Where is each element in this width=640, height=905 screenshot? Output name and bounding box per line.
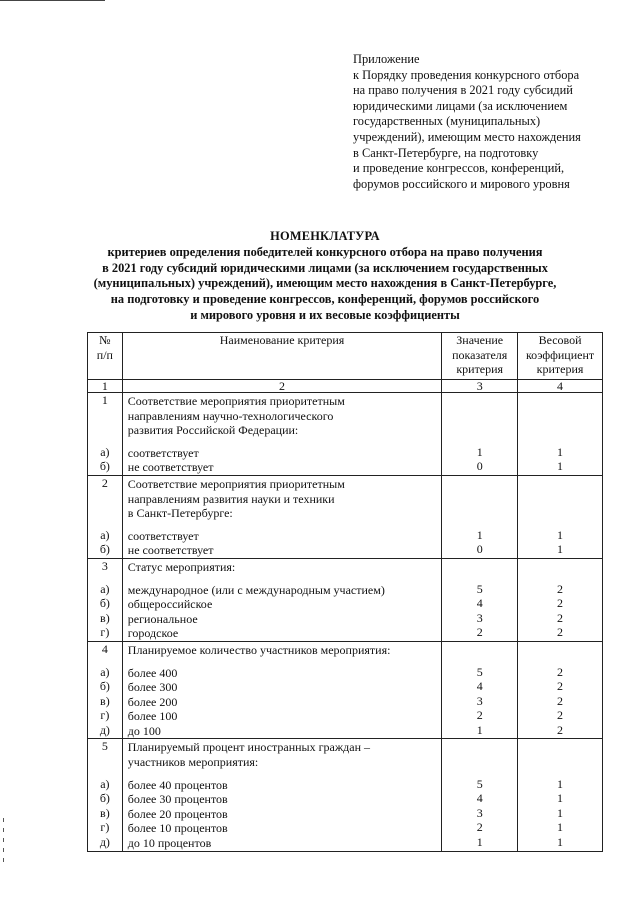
annex-line: на право получения в 2021 году субсидий xyxy=(353,83,573,98)
header-weight xyxy=(518,333,603,380)
item-value: 3 xyxy=(476,610,483,625)
item-text: не соответствует xyxy=(127,460,214,475)
item-weight: 2 xyxy=(557,679,564,694)
item-letter: в) xyxy=(100,693,110,708)
item-letter: б) xyxy=(99,596,110,611)
group-number: 5 xyxy=(101,739,108,754)
item-letter: б) xyxy=(99,459,110,474)
group-title-line: Соответствие мероприятия приоритетным xyxy=(127,394,345,408)
annex-line: Приложение xyxy=(353,52,420,66)
column-number: 2 xyxy=(122,380,442,393)
item-letter: в) xyxy=(100,805,110,820)
group-number-cell xyxy=(88,558,123,641)
item-weight: 2 xyxy=(557,596,564,611)
title-main: НОМЕНКЛАТУРА xyxy=(270,229,380,243)
item-letter: г) xyxy=(100,625,110,640)
item-weight: 1 xyxy=(557,459,564,474)
group-number: 1 xyxy=(101,393,108,407)
item-weight: 2 xyxy=(557,625,564,640)
item-value: 2 xyxy=(476,820,483,835)
item-text: соответствует xyxy=(127,528,199,543)
item-value: 3 xyxy=(476,805,483,820)
item-value: 4 xyxy=(476,596,483,611)
group-title-line: Планируемое количество участников мероприятия: xyxy=(127,642,391,657)
group-title-line: участников мероприятия: xyxy=(127,755,259,770)
column-number: 3 xyxy=(442,380,518,393)
item-weight: 2 xyxy=(557,581,564,596)
header-num-line: п/п xyxy=(96,347,113,362)
group-value-cell xyxy=(442,641,518,739)
item-letter: д) xyxy=(99,835,110,850)
item-value: 4 xyxy=(476,791,483,806)
item-weight: 2 xyxy=(557,664,564,679)
item-weight: 2 xyxy=(557,722,564,737)
item-value: 0 xyxy=(476,459,483,474)
item-letter: г) xyxy=(100,708,110,723)
group-title-line: в Санкт-Петербурге: xyxy=(127,506,233,521)
group-number: 2 xyxy=(101,475,108,490)
item-weight: 2 xyxy=(557,693,564,708)
item-text: более 100 xyxy=(127,709,178,724)
group-title-line: Соответствие мероприятия приоритетным xyxy=(127,476,345,491)
item-value: 5 xyxy=(476,581,483,596)
column-number: 4 xyxy=(518,380,603,393)
item-weight: 1 xyxy=(557,835,564,850)
annex-line: юридическими лицами (за исключением xyxy=(353,98,568,113)
item-text: международное (или с международным участием) xyxy=(127,582,385,597)
group-weight-cell xyxy=(518,558,603,641)
group-number-cell xyxy=(88,393,123,476)
group-weight-cell xyxy=(518,475,603,558)
item-text: более 200 xyxy=(127,694,178,709)
item-weight: 1 xyxy=(557,805,564,820)
group-value-cell xyxy=(442,558,518,641)
group-weight-cell xyxy=(518,393,603,476)
item-text: городское xyxy=(127,626,179,641)
header-num-line: № xyxy=(99,333,111,347)
column-number: 1 xyxy=(88,380,123,393)
group-number-cell xyxy=(88,641,123,739)
item-value: 4 xyxy=(476,679,483,694)
criteria-group-row xyxy=(88,739,603,851)
group-name-cell xyxy=(122,641,442,739)
criteria-group-row xyxy=(88,558,603,641)
title-line: (муниципальных) учреждений), имеющим место нахождения в Санкт-Петербурге, xyxy=(93,276,557,291)
item-letter: а) xyxy=(100,527,110,542)
item-text: более 10 процентов xyxy=(127,821,228,836)
header-value-line: Значение xyxy=(456,333,504,347)
item-letter: а) xyxy=(100,444,110,459)
item-value: 1 xyxy=(476,835,483,850)
annex-header xyxy=(353,52,623,192)
item-letter: а) xyxy=(100,664,110,679)
title-line: в 2021 году субсидий юридическими лицами (за исключением государственных xyxy=(102,260,548,275)
header-name: Наименование критерия xyxy=(122,333,442,380)
item-text: более 400 xyxy=(127,665,178,680)
annex-line: к Порядку проведения конкурсного отбора xyxy=(353,67,580,82)
item-text: региональное xyxy=(127,611,198,626)
group-title-line: развития Российской Федерации: xyxy=(127,423,299,438)
item-value: 1 xyxy=(476,444,483,459)
table-header-row xyxy=(88,333,603,380)
item-text: более 40 процентов xyxy=(127,777,228,792)
item-value: 0 xyxy=(476,542,483,557)
group-title-line: Планируемый процент иностранных граждан – xyxy=(127,740,371,755)
group-title-line: направлениям развития науки и техники xyxy=(127,491,335,506)
item-value: 5 xyxy=(476,776,483,791)
column-number-row xyxy=(88,380,603,393)
group-number: 3 xyxy=(101,558,108,573)
group-weight-cell xyxy=(518,739,603,851)
criteria-body xyxy=(88,393,603,852)
criteria-group-row xyxy=(88,641,603,739)
item-letter: д) xyxy=(99,722,110,737)
annex-line: государственных (муниципальных) xyxy=(353,114,541,129)
annex-line: и проведение конгрессов, конференций, xyxy=(353,161,565,176)
item-text: не соответствует xyxy=(127,543,214,558)
item-weight: 1 xyxy=(557,820,564,835)
item-letter: г) xyxy=(100,820,110,835)
annex-line: форумов российского и мирового уровня xyxy=(353,176,570,191)
item-text: до 100 xyxy=(127,723,161,738)
criteria-table xyxy=(87,332,603,852)
group-value-cell xyxy=(442,739,518,851)
document-title xyxy=(60,229,590,324)
group-name-cell xyxy=(122,558,442,641)
title-line: на подготовку и проведение конгрессов, конференций, форумов российского xyxy=(110,292,540,307)
item-value: 2 xyxy=(476,625,483,640)
criteria-group-row xyxy=(88,475,603,558)
scan-edge-marks xyxy=(3,818,5,878)
item-text: общероссийское xyxy=(127,597,213,612)
group-number-cell xyxy=(88,739,123,851)
item-weight: 1 xyxy=(557,444,564,459)
group-weight-cell xyxy=(518,641,603,739)
item-weight: 2 xyxy=(557,708,564,723)
item-value: 1 xyxy=(476,527,483,542)
group-title-line: направлениям научно-технологического xyxy=(127,408,334,423)
item-letter: б) xyxy=(99,791,110,806)
group-number-cell xyxy=(88,475,123,558)
item-letter: б) xyxy=(99,679,110,694)
group-name-cell xyxy=(122,393,442,476)
scan-edge-line xyxy=(0,0,105,1)
group-number: 4 xyxy=(101,641,108,656)
item-weight: 1 xyxy=(557,527,564,542)
item-value: 5 xyxy=(476,664,483,679)
item-value: 1 xyxy=(476,722,483,737)
item-weight: 2 xyxy=(557,610,564,625)
group-value-cell xyxy=(442,393,518,476)
item-letter: в) xyxy=(100,610,110,625)
item-text: более 30 процентов xyxy=(127,792,228,807)
group-name-cell xyxy=(122,739,442,851)
header-weight-line: критерия xyxy=(536,362,584,377)
item-weight: 1 xyxy=(557,776,564,791)
annex-line: учреждений), имеющим место нахождения xyxy=(353,129,581,144)
item-text: соответствует xyxy=(127,445,199,460)
item-value: 3 xyxy=(476,693,483,708)
item-text: до 10 процентов xyxy=(127,836,212,851)
header-weight-line: коэффициент xyxy=(525,347,595,362)
item-letter: а) xyxy=(100,581,110,596)
group-value-cell xyxy=(442,475,518,558)
header-value-line: показателя xyxy=(452,347,508,362)
annex-line: в Санкт-Петербурге, на подготовку xyxy=(353,145,539,160)
header-weight-line: Весовой xyxy=(538,333,582,347)
item-value: 2 xyxy=(476,708,483,723)
criteria-group-row xyxy=(88,393,603,476)
header-num xyxy=(88,333,123,380)
title-line: и мирового уровня и их весовые коэффициенты xyxy=(190,307,460,322)
group-name-cell xyxy=(122,475,442,558)
header-value-line: критерия xyxy=(456,362,504,377)
group-title-line: Статус мероприятия: xyxy=(127,559,236,574)
item-text: более 300 xyxy=(127,680,178,695)
item-letter: б) xyxy=(99,542,110,557)
title-line: критериев определения победителей конкурсного отбора на право получения xyxy=(107,244,543,259)
item-text: более 20 процентов xyxy=(127,806,228,821)
header-value xyxy=(442,333,518,380)
item-weight: 1 xyxy=(557,542,564,557)
item-weight: 1 xyxy=(557,791,564,806)
item-letter: а) xyxy=(100,776,110,791)
